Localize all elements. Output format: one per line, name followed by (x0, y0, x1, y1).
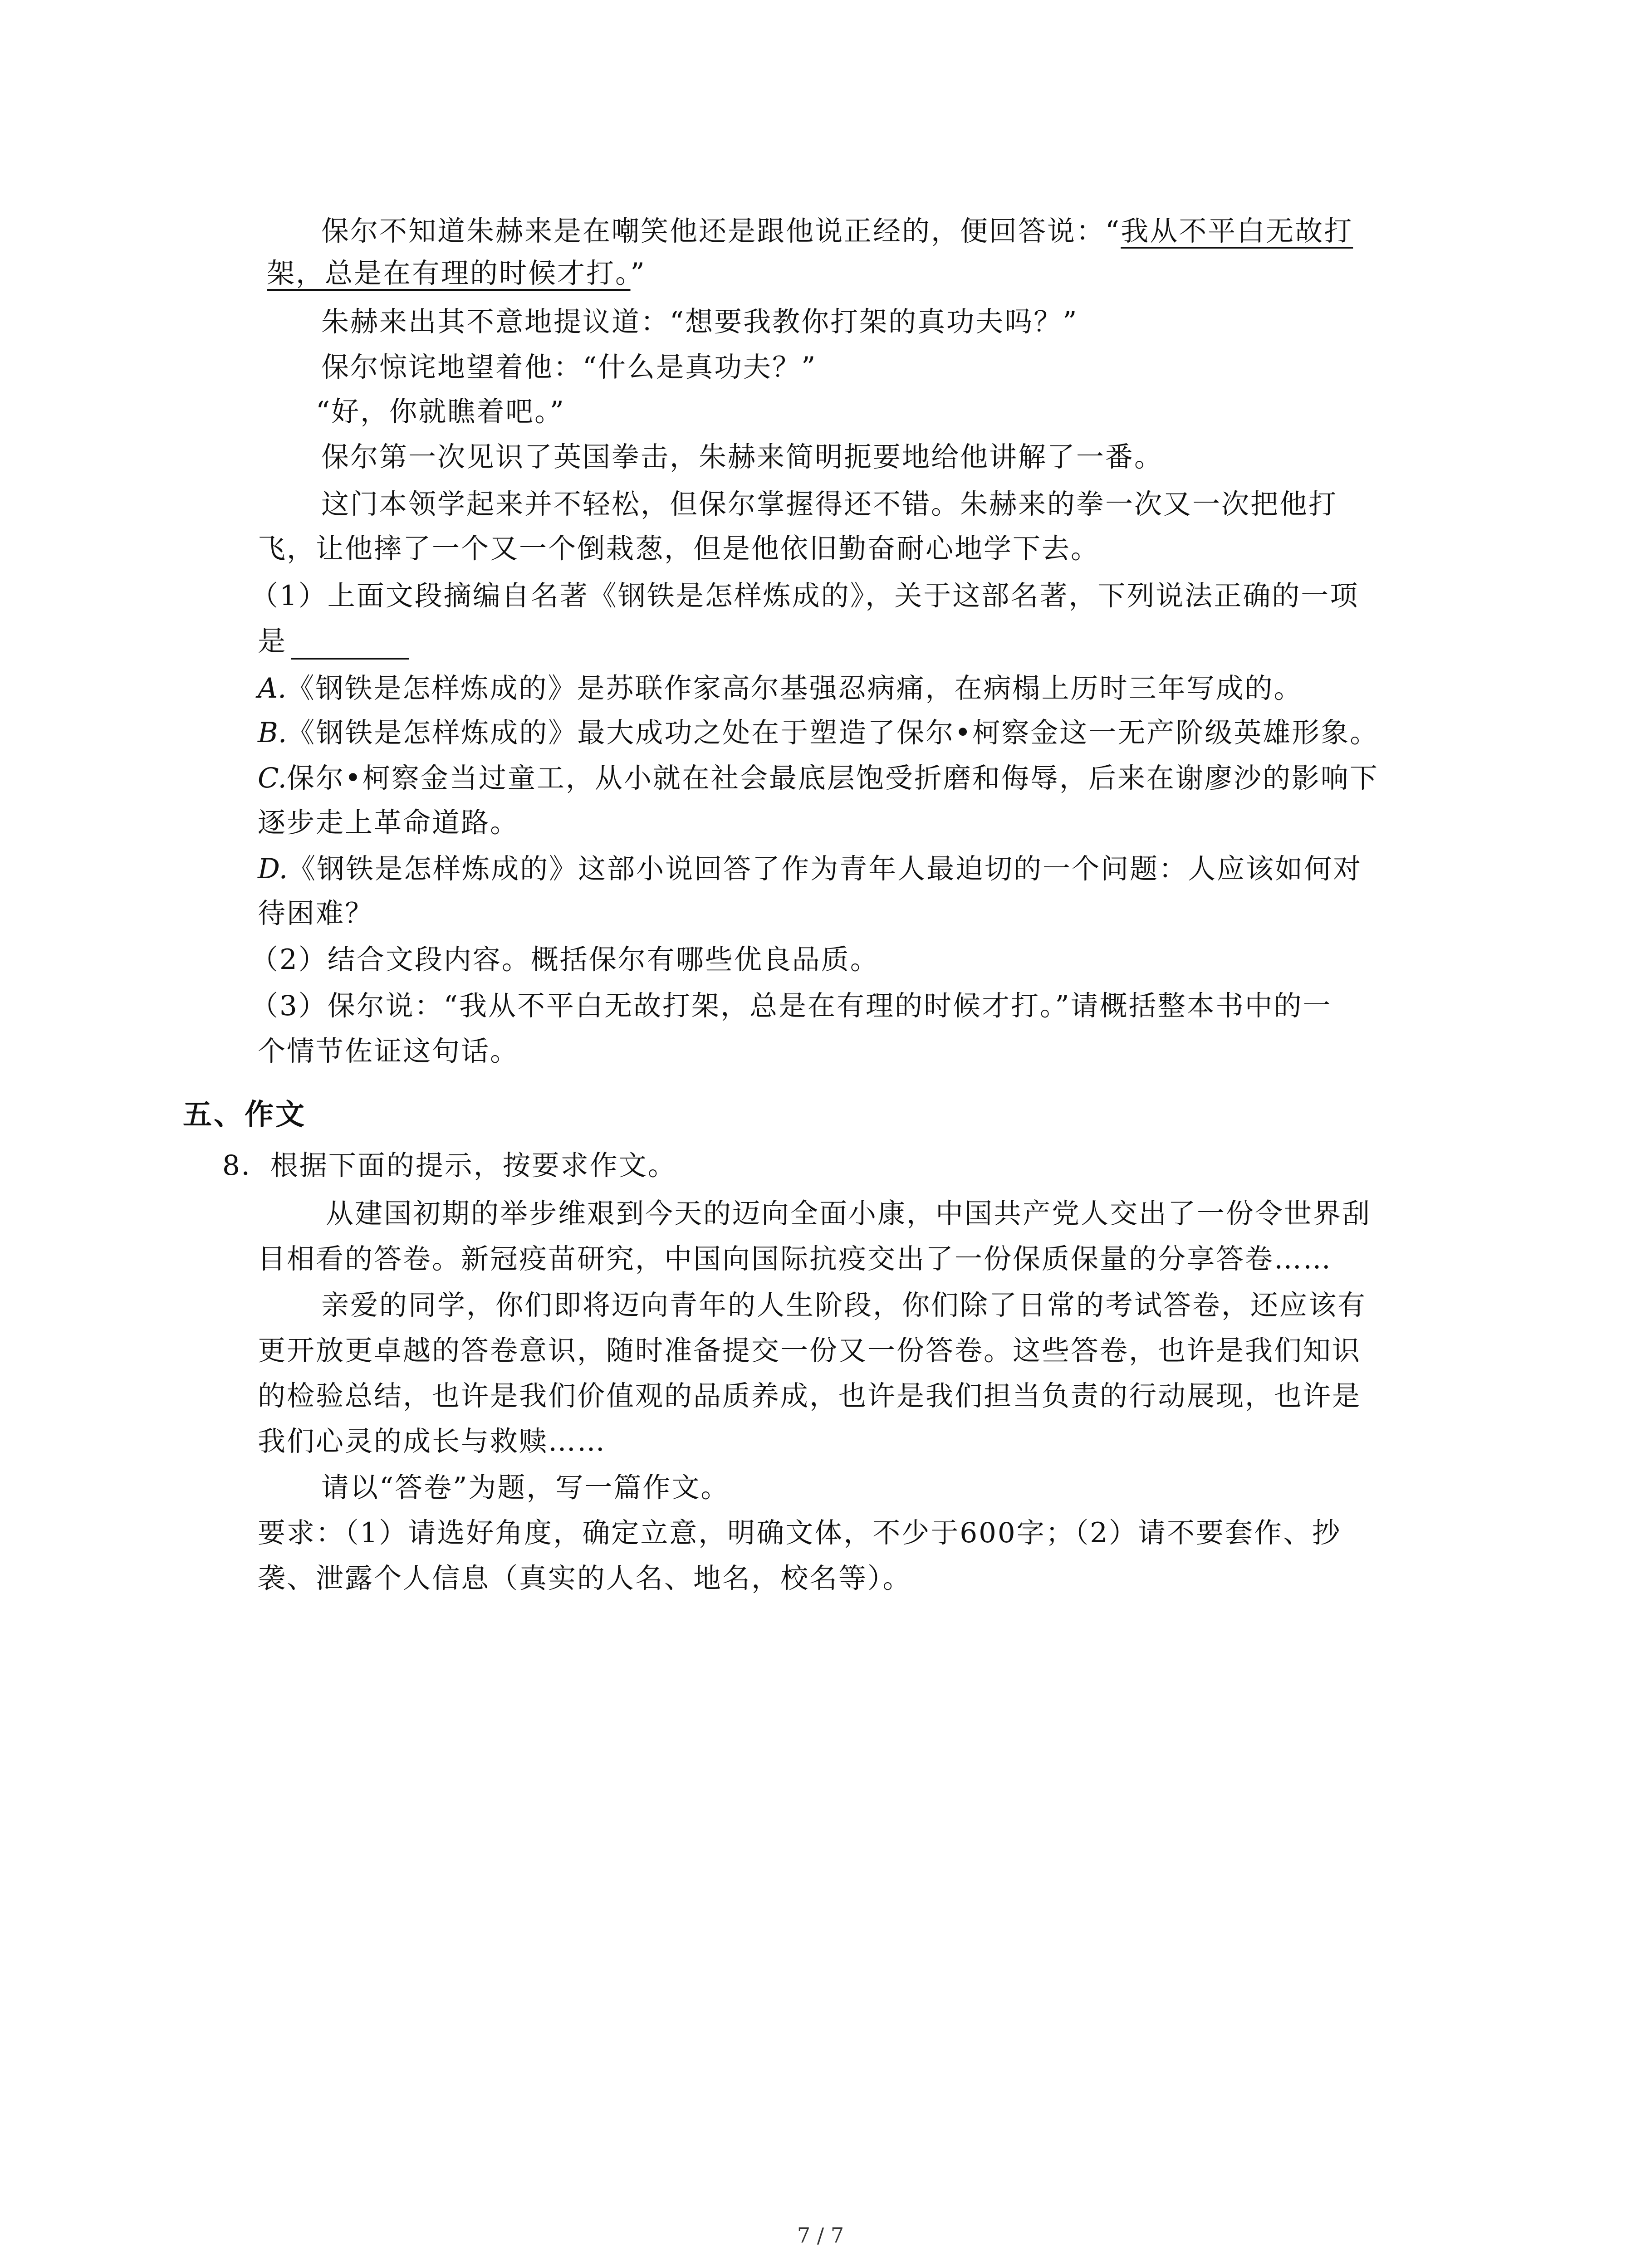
passage-line: 朱赫来出其不意地提议道：“想要我教你打架的真功夫吗？” (321, 306, 1078, 338)
question-1-line2 (258, 623, 409, 660)
passage-line: 这门本领学起来并不轻松，但保尔掌握得还不错。朱赫来的拳一次又一次把他打 (321, 488, 1338, 520)
answer-blank (291, 631, 409, 660)
option-text: 保尔•柯察金当过童工，从小就在社会最底层饱受折磨和侮辱，后来在谢廖沙的影响下 (286, 762, 1379, 794)
prompt-line: 的检验总结，也许是我们价值观的品质养成，也许是我们担当负责的行动展现，也许是 (258, 1380, 1362, 1412)
prompt-line: 亲爱的同学，你们即将迈向青年的人生阶段，你们除了日常的考试答卷，还应该有 (321, 1289, 1367, 1321)
prompt-line: 我们心灵的成长与救赎…… (258, 1425, 607, 1457)
question-8-title: 8．根据下面的提示，按要求作文。 (222, 1149, 677, 1182)
option-label: B. (258, 717, 287, 749)
passage-line: “好，你就瞧着吧。” (316, 396, 565, 428)
question-3-text: （3）保尔说：“我从不平白无故打架，总是在有理的时候才打。”请概括整本书中的一 (250, 990, 1332, 1022)
option-text: 逐步走上革命道路。 (258, 807, 519, 839)
passage-line (267, 255, 646, 292)
underlined-quote: 我从不平白无故打 (1121, 215, 1353, 247)
option-c (258, 760, 1379, 797)
option-text: 《钢铁是怎样炼成的》这部小说回答了作为青年人最迫切的一个问题：人应该如何对 (288, 853, 1362, 885)
requirement-line: 袭、泄露个人信息（真实的人名、地名，校名等）。 (258, 1562, 912, 1594)
prompt-line: 更开放更卓越的答卷意识，随时准备提交一份又一份答卷。这些答卷，也许是我们知识 (258, 1334, 1362, 1367)
option-label: A. (258, 672, 287, 704)
option-label: D. (258, 853, 288, 885)
passage-line: 保尔惊诧地望着他：“什么是真功夫？” (321, 351, 817, 383)
section-heading: 五、作文 (183, 1098, 306, 1132)
passage-line: 飞，让他摔了一个又一个倒栽葱，但是他依旧勤奋耐心地学下去。 (258, 533, 1100, 565)
question-3-text: 个情节佐证这句话。 (258, 1035, 519, 1067)
prompt-line: 目相看的答卷。新冠疫苗研究，中国向国际抗疫交出了一份保质保量的分享答卷…… (258, 1243, 1332, 1275)
passage-line: 保尔第一次见识了英国拳击，朱赫来简明扼要地给他讲解了一番。 (321, 441, 1164, 473)
option-b (258, 715, 1379, 751)
option-text: 待困难？ (258, 897, 374, 929)
question-2-text: （2）结合文段内容。概括保尔有哪些优良品质。 (250, 943, 879, 976)
option-text: 《钢铁是怎样炼成的》是苏联作家高尔基强忍病痛，在病榻上历时三年写成的。 (286, 672, 1303, 704)
passage-text: ” (630, 257, 646, 289)
question-1-text: （1）上面文段摘编自名著《钢铁是怎样炼成的》，关于这部名著，下列说法正确的一项 (250, 580, 1359, 612)
prompt-line: 请以“答卷”为题，写一篇作文。 (321, 1471, 730, 1504)
option-a (258, 670, 1303, 707)
requirement-line: 要求：（1）请选好角度，确定立意，明确文体，不少于600字；（2）请不要套作、抄 (258, 1517, 1342, 1549)
underlined-quote: 架，总是在有理的时候才打。 (267, 257, 631, 289)
prompt-line: 从建国初期的举步维艰到今天的迈向全面小康，中国共产党人交出了一份令世界刮 (326, 1198, 1372, 1230)
passage-text: 保尔不知道朱赫来是在嘲笑他还是跟他说正经的，便回答说：“ (321, 215, 1121, 247)
page-number: 7 / 7 (797, 2223, 844, 2248)
passage-line (321, 213, 1353, 249)
option-d (258, 851, 1362, 887)
option-text: 《钢铁是怎样炼成的》最大成功之处在于塑造了保尔•柯察金这一无产阶级英雄形象。 (287, 717, 1379, 749)
question-1-text: 是 (258, 625, 287, 657)
option-label: C. (258, 762, 287, 794)
